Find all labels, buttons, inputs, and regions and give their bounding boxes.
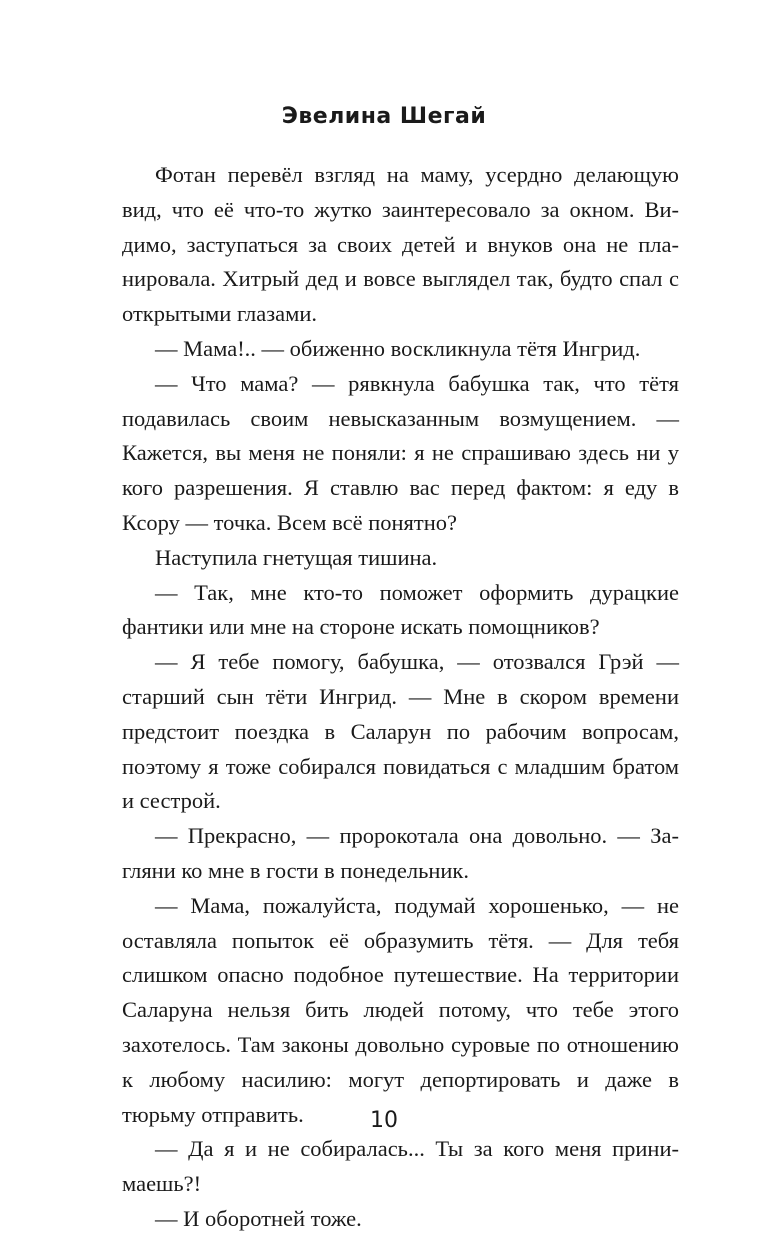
paragraph: — Так, мне кто-то поможет оформить дурацкие фантики или мне на стороне искать помощников? [122, 579, 679, 640]
paragraph: — Мама!.. — обиженно воскликнула тётя Ингрид. [155, 335, 641, 361]
paragraph: — И оборотней тоже. [155, 1205, 362, 1231]
paragraph: — Что мама? — рявкнула бабушка так, что тётя подавилась своим невысказанным возмущением. — Кажется, вы меня не поняли: я не спрашиваю здесь ни у кого разрешения. Я ставлю вас перед фактом: я еду в Ксору — точка. Всем всё понятно? [122, 370, 679, 535]
paragraph: Наступила гнетущая тишина. [155, 544, 438, 570]
text-body [122, 158, 679, 1237]
paragraph: — Да я и не собиралась... Ты за кого меня принимаешь?! [122, 1136, 679, 1197]
running-head-author: Эвелина Шегай [281, 104, 487, 129]
paragraph: — Прекрасно, — пророкотала она довольно. — Загляни ко мне в гости в понедельник. [122, 823, 679, 883]
paragraph: Фотан перевёл взгляд на маму, усердно делающую вид, что её что-то жутко заинтересовало за окном. Видимо, заступаться за своих детей и внуков она не планировала. Хитрый дед и вовсе выглядел так, будто спал с открытыми глазами. [122, 162, 679, 327]
page-number: 10 [370, 1108, 398, 1133]
paragraph: — Мама, пожалуйста, подумай хорошенько, — не оставляла попыток её образумить тётя. — Для тебя слишком опасно подобное путешествие. На территории Саларуна нельзя бить людей потому, что тебе этого захотелось. Там законы довольно суровые по отношению к любому насилию: могут депортировать и даже в тюрьму отправить. [122, 892, 679, 1127]
paragraph: — Я тебе помогу, бабушка, — отозвался Грэй — старший сын тёти Ингрид. — Мне в скором времени предстоит поездка в Саларун по рабочим вопросам, поэтому я тоже собирался повидаться с младшим братом и сестрой. [122, 649, 679, 814]
